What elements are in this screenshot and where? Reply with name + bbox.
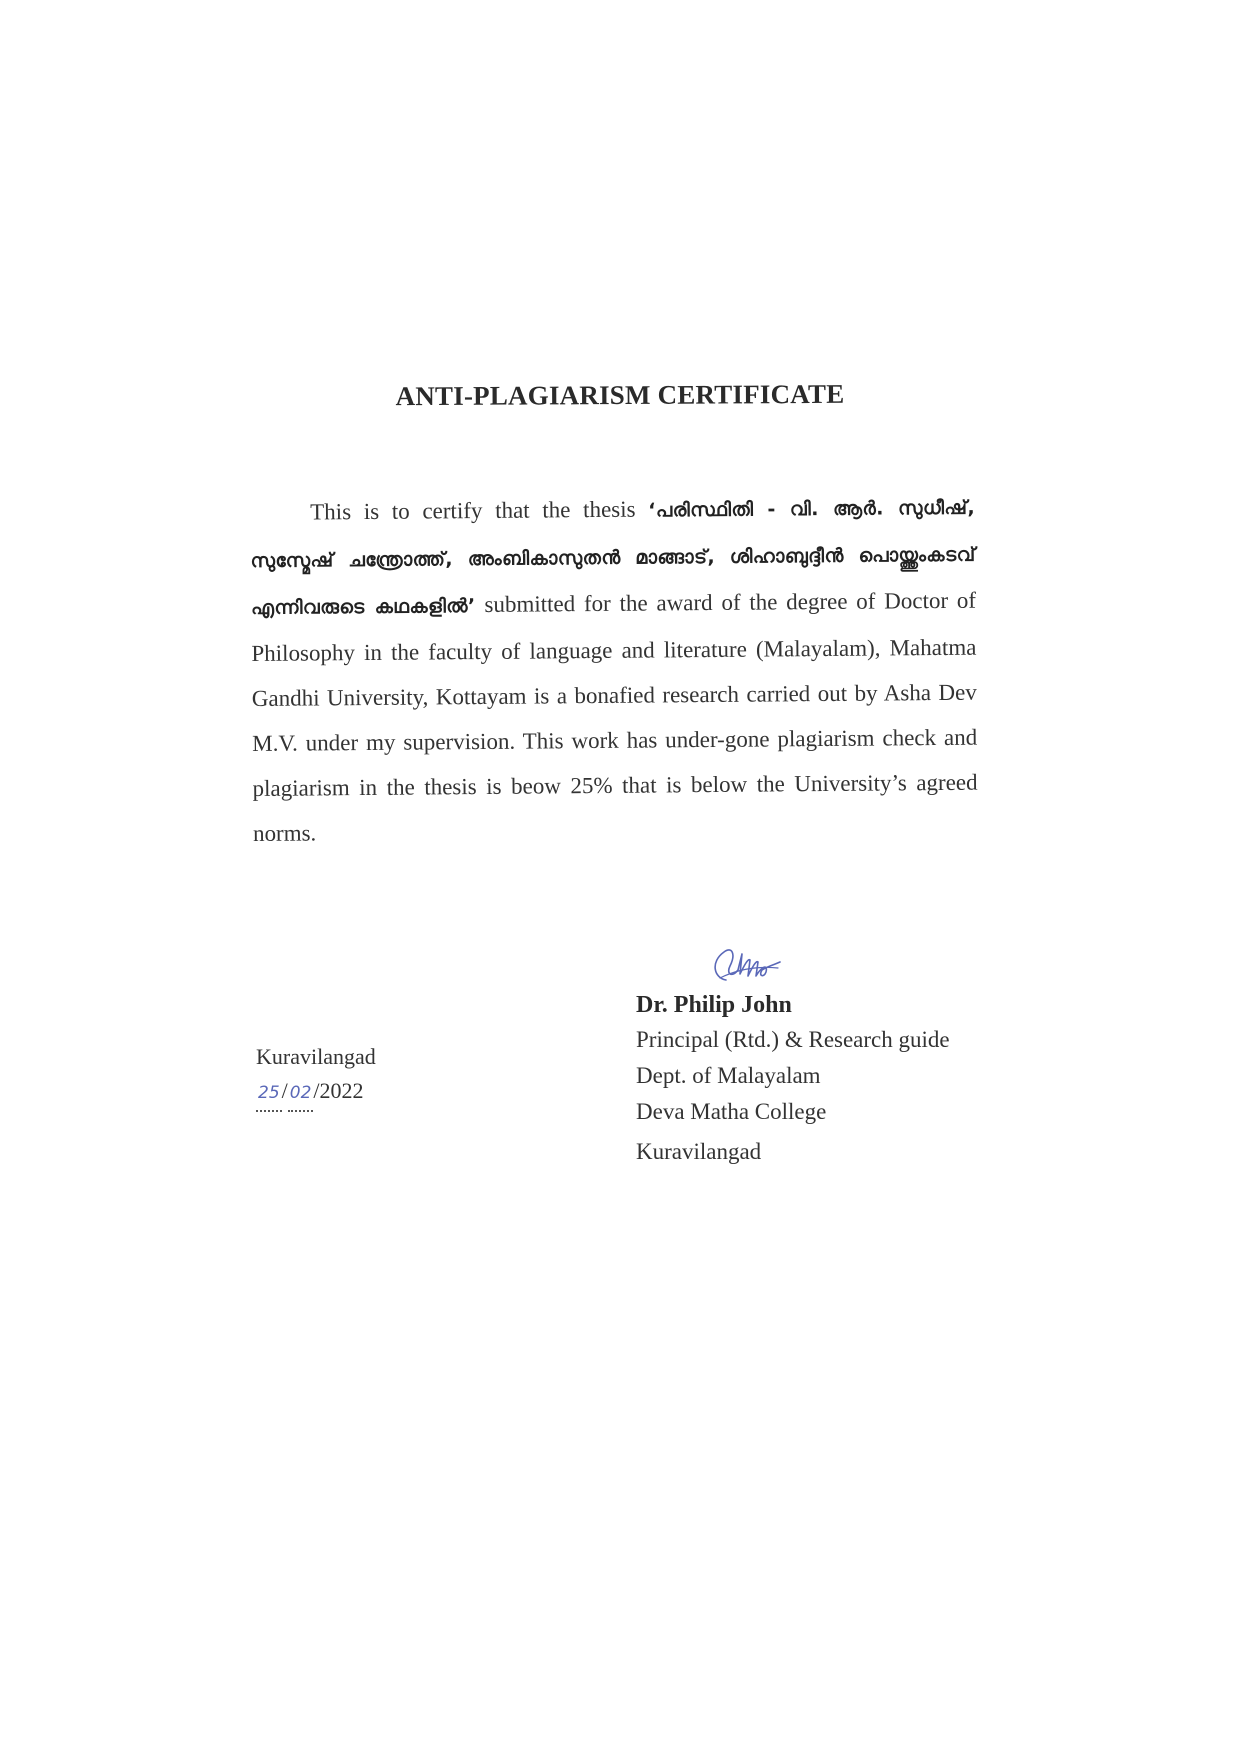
- date-day-handwritten: 25: [256, 1076, 282, 1112]
- thesis-title-malayalam: ‘പരിസ്ഥിതി - വി. ആർ. സുധീഷ്, സുസ്മേഷ് ചന്ത്രോത്ത്, അംബികാസുതൻ മാങ്ങാട്, ശിഹാബുദ്ദീൻ പൊയ്ത്തുംകടവ് എന്നിവരുടെ കഥകളിൽ’: [250, 496, 976, 619]
- signatory-designation: Principal (Rtd.) & Research guide: [636, 1027, 950, 1052]
- signatory-department: Dept. of Malayalam: [636, 1063, 821, 1088]
- body-intro: This is to certify that the thesis: [310, 496, 649, 525]
- body-continuation: submitted for the award of the degree of Doctor of Philosophy in the faculty of language and literature (Malayalam), Mahatma Gandhi University, Kottayam is a bonafied research carried out by Asha Dev M.V. under my supervision. This work has under-gone plagiarism check and plagiarism in the thesis is beow 25% that is below the University’s agreed norms.: [251, 587, 978, 846]
- signatory-block: [636, 940, 1036, 1170]
- signatory-college: Deva Matha College: [636, 1099, 827, 1124]
- paragraph-indent: [250, 519, 310, 520]
- signatory-name: Dr. Philip John: [636, 992, 792, 1018]
- certificate-title: ANTI-PLAGIARISM CERTIFICATE: [395, 378, 845, 412]
- date-month-handwritten: 02: [288, 1076, 314, 1112]
- date-year: /2022: [313, 1078, 364, 1103]
- place-label: Kuravilangad: [256, 1044, 376, 1069]
- place-date-block: [256, 1040, 376, 1112]
- date-separator: /: [281, 1078, 288, 1103]
- signature-icon: [696, 940, 816, 988]
- signatory-location: Kuravilangad: [636, 1139, 762, 1164]
- certificate-body: [250, 484, 978, 856]
- date-line: [256, 1074, 376, 1112]
